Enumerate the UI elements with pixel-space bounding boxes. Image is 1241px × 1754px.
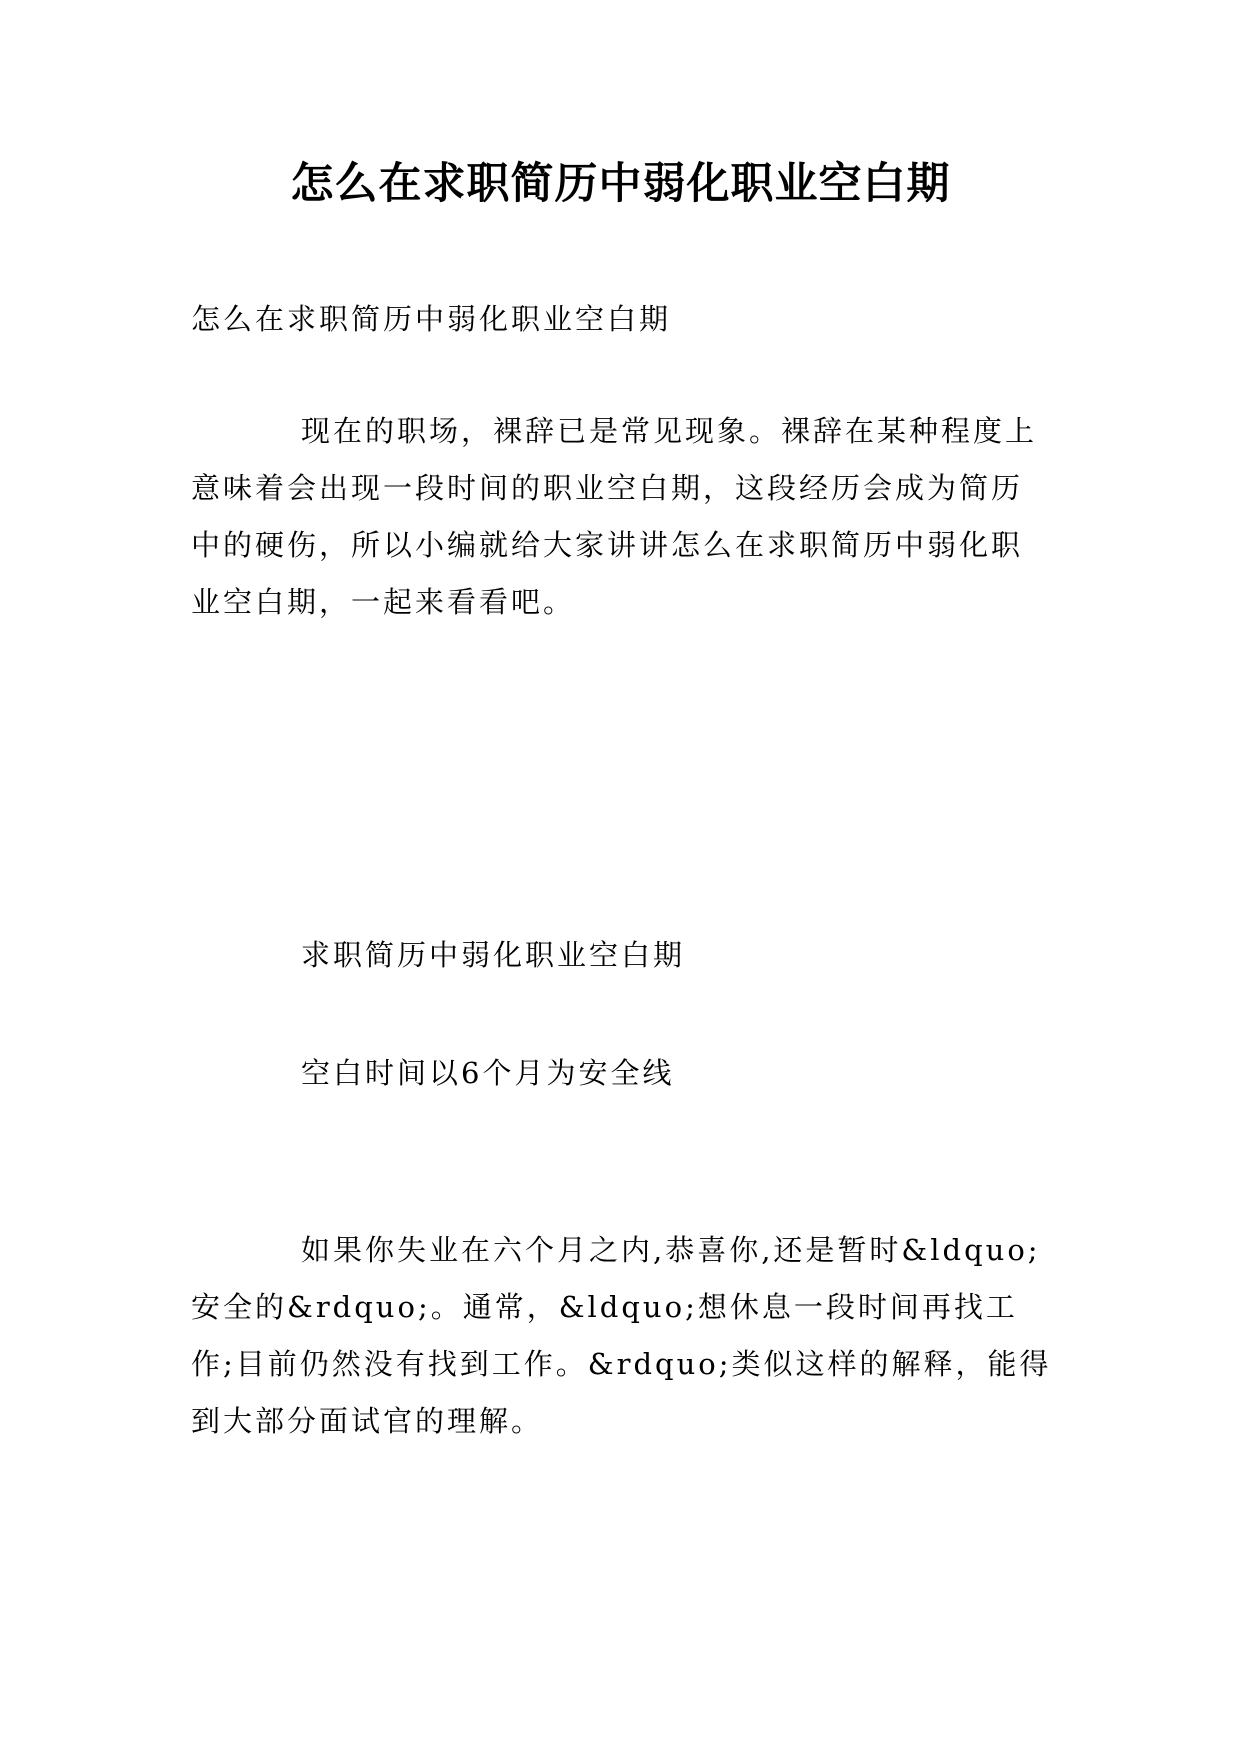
intro-paragraph: 现在的职场，裸辞已是常见现象。裸辞在某种程度上意味着会出现一段时间的职业空白期，这段经历会成为简历中的硬伤，所以小编就给大家讲讲怎么在求职简历中弱化职业空白期，一起来看看吧。 <box>191 414 1038 619</box>
subsection-heading: 空白时间以6个月为安全线 <box>301 1056 675 1090</box>
document-title: 怎么在求职简历中弱化职业空白期 <box>290 159 951 209</box>
body-paragraph: 如果你失业在六个月之内,恭喜你,还是暂时&ldquo;安全的&rdquo;。通常，&ldquo;想休息一段时间再找工作;目前仍然没有找到工作。&rdquo;类似这样的解释，能得到大部分面试官的理解。 <box>191 1233 1052 1438</box>
subtitle-paragraph: 怎么在求职简历中弱化职业空白期 <box>191 302 672 336</box>
section-heading: 求职简历中弱化职业空白期 <box>301 938 686 972</box>
